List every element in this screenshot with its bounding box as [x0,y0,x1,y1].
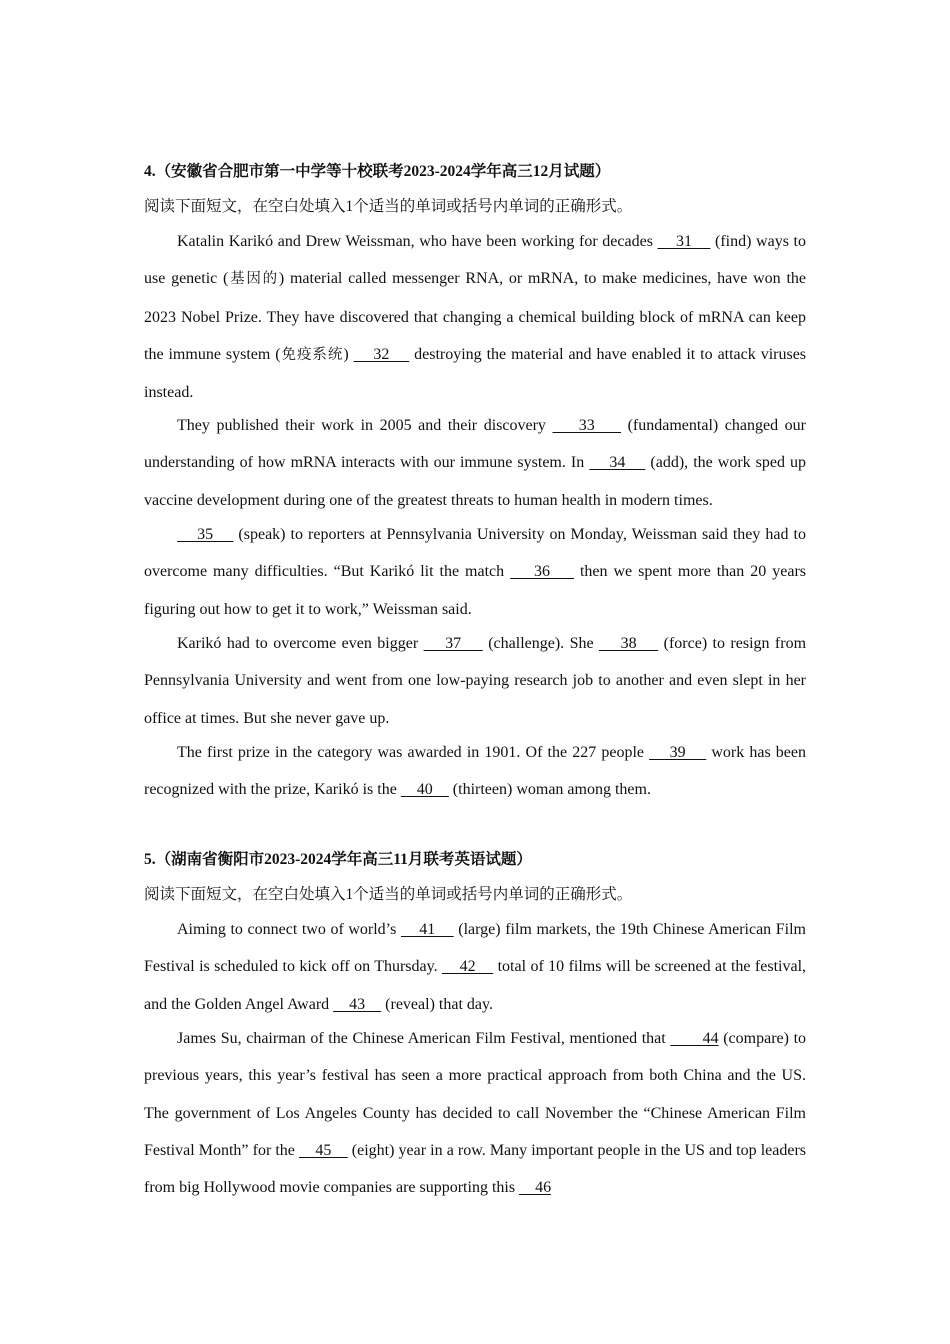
q4-heading: 4.（安徽省合肥市第一中学等十校联考2023-2024学年高三12月试题） [144,163,611,180]
blank-39: 39 [649,744,707,761]
text-run: (compare) to previous years, this year’s festival has seen a more practical approach from both China and the US. The government of Los Angeles County has decided to call November the “Chinese American Film Festival Month” for the [144,1030,807,1159]
blank-36: 36 [510,563,574,581]
text-run: They published their work in 2005 and their discovery [177,417,553,434]
q4-paragraph-5 [144,734,806,809]
text-run: (speak) to reporters at Pennsylvania University on Monday, Weissman said they had to overcome many difficulties. “But Karikó lit the match [144,526,807,581]
blank-33: 33 [552,417,622,434]
blank-43: 43 [333,995,382,1013]
text-run: destroying the material and have enabled it to attack viruses instead. [144,345,807,402]
q5-instruction: 阅读下面短文，在空白处填入1个适当的单词或括号内单词的正确形式。 [144,886,633,903]
blank-45: 45 [299,1141,348,1159]
text-run: ) material called messenger RNA, or mRNA, to make medicines, have won the 2023 Nobel Prize. They have discovered that changing a chemical building block of mRNA can keep the immune system ( [144,270,806,363]
text-run: then we spent more than 20 years figuring out how to get it to work,” Weissman said. [144,563,807,618]
blank-37: 37 [423,635,483,652]
chinese-gloss: 免疫系统 [280,346,344,363]
blank-42: 42 [441,958,494,976]
blank-46: 46 [519,1179,552,1197]
text-run: (fundamental) changed our understanding of how mRNA interacts with our immune system. In [144,417,806,472]
blank-35: 35 [177,526,234,543]
q4-passage-2 [144,407,806,519]
blank-44: 44 [670,1030,719,1047]
text-run: (large) film markets, the 19th Chinese American Film Festival is scheduled to kick off on Thursday. [144,921,807,976]
text-run: Katalin Karikó and Drew Weissman, who have been working for decades [177,233,658,250]
q5-passage-2 [144,1020,806,1206]
q5-passage-1 [144,911,806,1023]
text-run: James Su, chairman of the Chinese American Film Festival, mentioned that [177,1030,671,1047]
text-run: (thirteen) woman among them. [448,781,651,799]
q4-paragraph-4 [144,625,806,737]
blank-34: 34 [589,454,646,472]
q4-paragraph-1 [144,223,806,411]
text-run: Karikó had to overcome even bigger [177,635,424,652]
q4-instruction: 阅读下面短文，在空白处填入1个适当的单词或括号内单词的正确形式。 [144,198,633,215]
text-run: The first prize in the category was awarded in 1901. Of the 227 people [177,744,650,761]
text-run: (force) to resign from Pennsylvania University and went from one low-paying research job to another and even slept in her office at times. But she never gave up. [144,635,807,727]
q4-passage-4 [144,625,806,737]
text-run: ) [343,345,354,363]
q5-paragraph-1 [144,911,806,1023]
text-run: (eight) year in a row. Many important people in the US and top leaders from big Hollywood movie companies are supporting this [144,1141,807,1197]
blank-32: 32 [353,345,410,363]
q4-passage-3 [144,516,806,628]
text-run: work has been recognized with the prize, Karikó is the [144,744,807,799]
text-run: Aiming to connect two of world’s [177,921,401,938]
blank-40: 40 [400,781,449,799]
q5-heading: 5.（湖南省衡阳市2023-2024学年高三11月联考英语试题） [144,851,532,868]
q4-passage [144,223,806,411]
q5-paragraph-2 [144,1020,806,1206]
text-run: (add), the work sped up vaccine development during one of the greatest threats to human health in modern times. [144,454,807,509]
blank-31: 31 [657,233,711,250]
text-run: total of 10 films will be screened at the festival, and the Golden Angel Award [144,958,807,1013]
q4-passage-5 [144,734,806,809]
blank-41: 41 [400,921,454,938]
q4-paragraph-3 [144,516,806,628]
chinese-gloss: 基因的 [228,271,279,288]
blank-38: 38 [598,635,659,652]
text-run: (reveal) that day. [381,995,493,1013]
q4-paragraph-2 [144,407,806,519]
text-run: (challenge). She [482,635,599,652]
text-run: (find) ways to use genetic ( [144,233,806,288]
